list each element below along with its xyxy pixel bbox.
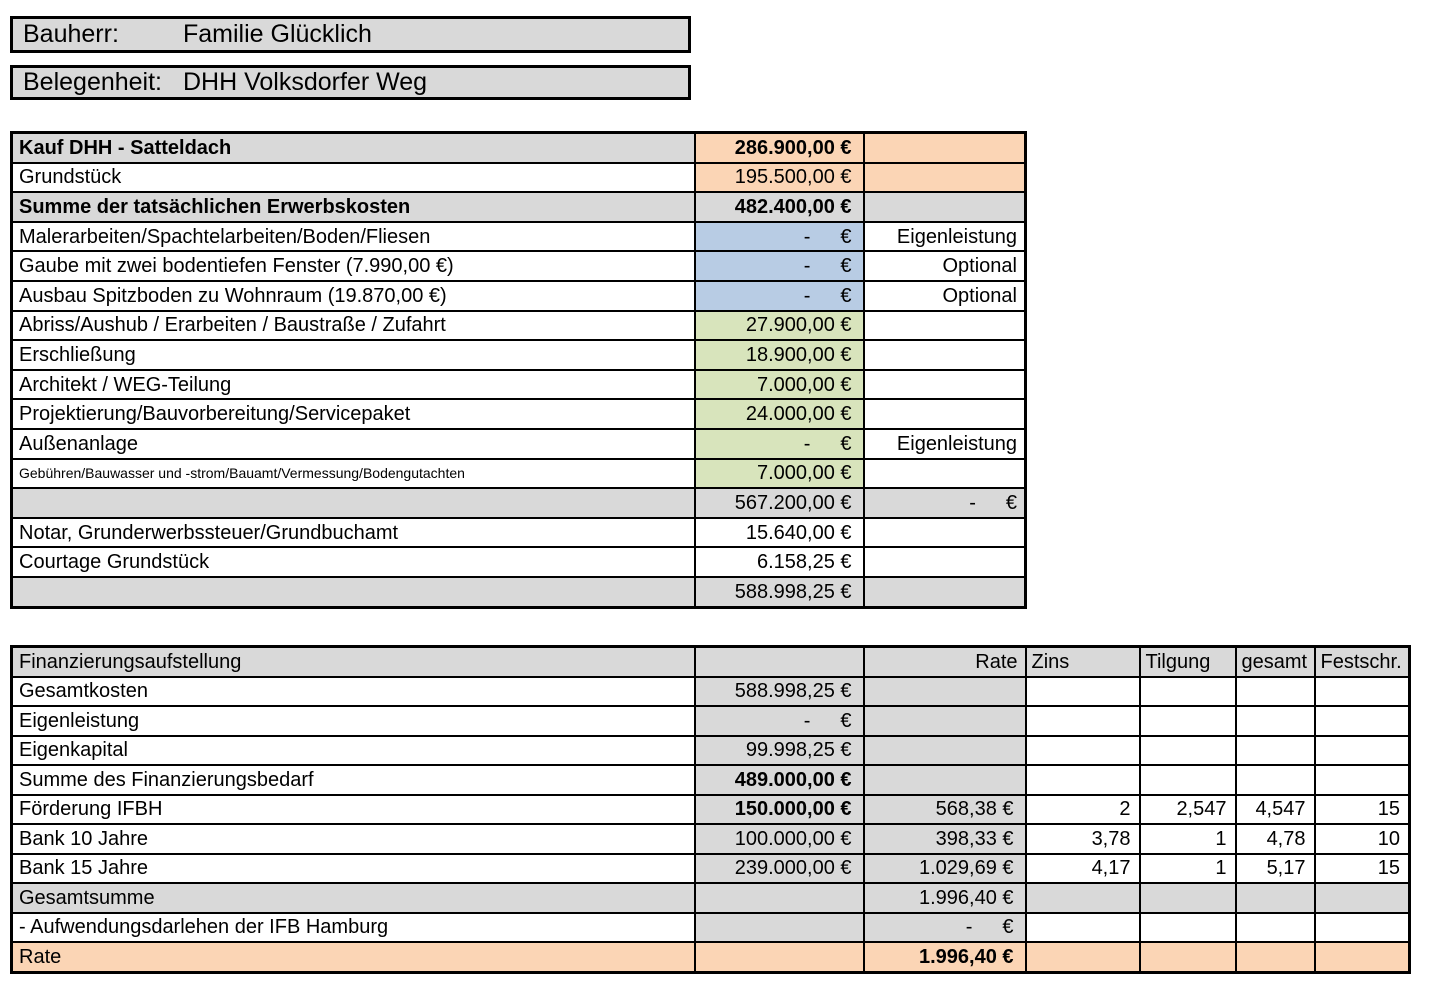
fin-label: Gesamtkosten	[12, 677, 695, 707]
cost-row-label: Malerarbeiten/Spachtelarbeiten/Boden/Fliesen	[12, 222, 695, 252]
cost-row-note	[864, 340, 1026, 370]
fin-zins	[1026, 765, 1140, 795]
fin-festschr	[1315, 913, 1410, 943]
fin-label: Summe des Finanzierungsbedarf	[12, 765, 695, 795]
bauherr-label: Bauherr:	[23, 20, 119, 48]
fin-zins	[1026, 736, 1140, 766]
dash: -	[803, 255, 811, 278]
fin-rate: 1.996,40 €	[864, 942, 1026, 972]
cost-row-label: Summe der tatsächlichen Erwerbskosten	[12, 192, 695, 222]
fin-tilgung	[1140, 765, 1236, 795]
table-row	[12, 883, 1410, 913]
table-row	[12, 429, 1026, 459]
table-row	[12, 281, 1026, 311]
fin-zins	[1026, 913, 1140, 943]
fin-label: Förderung IFBH	[12, 795, 695, 825]
fin-rate	[864, 736, 1026, 766]
table-row	[12, 736, 1410, 766]
table-row	[12, 340, 1026, 370]
table-row	[12, 518, 1026, 548]
cost-row-note	[864, 518, 1026, 548]
fin-zins	[1026, 942, 1140, 972]
fin-gesamt	[1236, 942, 1315, 972]
table-row	[12, 488, 1026, 518]
cost-row-amount: 6.158,25 €	[695, 547, 864, 577]
cost-row-note	[864, 133, 1026, 163]
dash: -	[965, 916, 973, 939]
cost-row-amount: 195.500,00 €	[695, 163, 864, 193]
cost-row-label: Gebühren/Bauwasser und -strom/Bauamt/Vermessung/Bodengutachten	[12, 459, 695, 489]
cost-row-amount: 27.900,00 €	[695, 311, 864, 341]
fin-label: - Aufwendungsdarlehen der IFB Hamburg	[12, 913, 695, 943]
fin-header-festschr: Festschr.	[1315, 647, 1410, 677]
financing-table	[10, 645, 1411, 974]
bauherr-value: Familie Glücklich	[183, 20, 372, 48]
fin-rate	[864, 765, 1026, 795]
table-row	[12, 459, 1026, 489]
euro-sign: €	[1002, 916, 1014, 939]
fin-zins: 3,78	[1026, 824, 1140, 854]
fin-tilgung: 2,547	[1140, 795, 1236, 825]
table-row	[12, 133, 1026, 163]
fin-rate	[864, 706, 1026, 736]
fin-tilgung	[1140, 736, 1236, 766]
fin-gesamt	[1236, 913, 1315, 943]
table-row	[12, 399, 1026, 429]
fin-tilgung	[1140, 677, 1236, 707]
cost-row-label: Courtage Grundstück	[12, 547, 695, 577]
cost-row-amount: 286.900,00 €	[695, 133, 864, 163]
fin-gesamt	[1236, 765, 1315, 795]
cost-row-note: Eigenleistung	[864, 429, 1026, 459]
cost-row-amount: 7.000,00 €	[695, 459, 864, 489]
fin-gesamt: 4,78	[1236, 824, 1315, 854]
fin-gesamt	[1236, 677, 1315, 707]
cost-table	[10, 131, 1027, 609]
fin-tilgung	[1140, 883, 1236, 913]
fin-header-gesamt: gesamt	[1236, 647, 1315, 677]
fin-gesamt	[1236, 883, 1315, 913]
cost-row-label: Notar, Grunderwerbssteuer/Grundbuchamt	[12, 518, 695, 548]
fin-festschr	[1315, 736, 1410, 766]
cost-row-amount: 15.640,00 €	[695, 518, 864, 548]
table-row	[12, 765, 1410, 795]
cost-row-note: Optional	[864, 281, 1026, 311]
cost-row-label	[12, 577, 695, 607]
fin-rate: 1.996,40 €	[864, 883, 1026, 913]
table-row	[12, 222, 1026, 252]
table-row	[12, 677, 1410, 707]
table-row	[12, 795, 1410, 825]
fin-gesamt	[1236, 736, 1315, 766]
fin-zins	[1026, 677, 1140, 707]
fin-tilgung	[1140, 913, 1236, 943]
table-row	[12, 547, 1026, 577]
cost-row-amount	[695, 429, 864, 459]
fin-amount: 99.998,25 €	[695, 736, 864, 766]
fin-label: Bank 15 Jahre	[12, 854, 695, 884]
dash: -	[803, 225, 811, 248]
fin-zins: 2	[1026, 795, 1140, 825]
fin-rate: 1.029,69 €	[864, 854, 1026, 884]
fin-amount	[695, 883, 864, 913]
fin-amount: 588.998,25 €	[695, 677, 864, 707]
dash: -	[803, 284, 811, 307]
dash: -	[803, 709, 811, 732]
table-row	[12, 192, 1026, 222]
cost-row-note	[864, 399, 1026, 429]
cost-row-amount: 567.200,00 €	[695, 488, 864, 518]
euro-sign: €	[840, 432, 852, 455]
fin-gesamt	[1236, 706, 1315, 736]
fin-amount: 239.000,00 €	[695, 854, 864, 884]
table-row	[12, 251, 1026, 281]
cost-row-amount: 18.900,00 €	[695, 340, 864, 370]
fin-rate: 568,38 €	[864, 795, 1026, 825]
cost-row-label: Gaube mit zwei bodentiefen Fenster (7.990,00 €)	[12, 251, 695, 281]
fin-zins	[1026, 883, 1140, 913]
cost-row-note	[864, 577, 1026, 607]
cost-row-label: Erschließung	[12, 340, 695, 370]
cost-row-note: Eigenleistung	[864, 222, 1026, 252]
cost-row-label	[12, 488, 695, 518]
fin-label: Eigenleistung	[12, 706, 695, 736]
fin-amount: 489.000,00 €	[695, 765, 864, 795]
cost-row-note: Optional	[864, 251, 1026, 281]
fin-festschr: 15	[1315, 854, 1410, 884]
fin-tilgung	[1140, 942, 1236, 972]
fin-tilgung: 1	[1140, 824, 1236, 854]
fin-rate	[864, 677, 1026, 707]
cost-row-note	[864, 192, 1026, 222]
fin-tilgung: 1	[1140, 854, 1236, 884]
fin-amount	[695, 913, 864, 943]
fin-label: Rate	[12, 942, 695, 972]
fin-label: Gesamtsumme	[12, 883, 695, 913]
cost-row-amount: 7.000,00 €	[695, 370, 864, 400]
belegenheit-label: Belegenheit:	[23, 68, 163, 96]
cost-row-label: Ausbau Spitzboden zu Wohnraum (19.870,00 €)	[12, 281, 695, 311]
fin-rate: 398,33 €	[864, 824, 1026, 854]
cost-row-note	[864, 311, 1026, 341]
euro-sign: €	[840, 709, 852, 732]
cost-row-amount	[695, 222, 864, 252]
cost-row-amount: 482.400,00 €	[695, 192, 864, 222]
fin-header-title: Finanzierungsaufstellung	[12, 647, 695, 677]
table-row	[12, 163, 1026, 193]
fin-zins	[1026, 706, 1140, 736]
dash: -	[969, 491, 976, 514]
euro-sign: €	[1005, 491, 1017, 514]
fin-festschr	[1315, 706, 1410, 736]
table-row	[12, 370, 1026, 400]
cost-row-amount	[695, 281, 864, 311]
cost-row-label: Außenanlage	[12, 429, 695, 459]
fin-festschr	[1315, 765, 1410, 795]
bauherr-box	[10, 16, 691, 53]
fin-festschr	[1315, 883, 1410, 913]
fin-amount	[695, 942, 864, 972]
cost-row-amount: 24.000,00 €	[695, 399, 864, 429]
cost-row-amount	[695, 251, 864, 281]
cost-row-note	[864, 459, 1026, 489]
cost-row-label: Kauf DHH - Satteldach	[12, 133, 695, 163]
euro-sign: €	[840, 255, 852, 278]
cost-row-label: Architekt / WEG-Teilung	[12, 370, 695, 400]
fin-label: Bank 10 Jahre	[12, 824, 695, 854]
fin-gesamt: 4,547	[1236, 795, 1315, 825]
table-row	[12, 311, 1026, 341]
euro-sign: €	[840, 225, 852, 248]
fin-festschr	[1315, 942, 1410, 972]
fin-label: Eigenkapital	[12, 736, 695, 766]
fin-rate	[864, 913, 1026, 943]
cost-row-note	[864, 488, 1026, 518]
dash: -	[803, 432, 811, 455]
fin-amount: 150.000,00 €	[695, 795, 864, 825]
cost-row-note	[864, 163, 1026, 193]
cost-row-label: Grundstück	[12, 163, 695, 193]
fin-festschr	[1315, 677, 1410, 707]
cost-row-label: Abriss/Aushub / Erarbeiten / Baustraße / Zufahrt	[12, 311, 695, 341]
fin-header-amount	[695, 647, 864, 677]
table-row	[12, 942, 1410, 972]
fin-festschr: 10	[1315, 824, 1410, 854]
fin-header-zins: Zins	[1026, 647, 1140, 677]
table-row	[12, 913, 1410, 943]
table-row	[12, 824, 1410, 854]
cost-row-note	[864, 370, 1026, 400]
fin-amount: 100.000,00 €	[695, 824, 864, 854]
fin-gesamt: 5,17	[1236, 854, 1315, 884]
table-row	[12, 854, 1410, 884]
belegenheit-box	[10, 65, 691, 100]
cost-row-note	[864, 547, 1026, 577]
fin-amount	[695, 706, 864, 736]
fin-tilgung	[1140, 706, 1236, 736]
cost-row-amount: 588.998,25 €	[695, 577, 864, 607]
table-row	[12, 706, 1410, 736]
cost-row-label: Projektierung/Bauvorbereitung/Servicepaket	[12, 399, 695, 429]
euro-sign: €	[840, 284, 852, 307]
fin-festschr: 15	[1315, 795, 1410, 825]
fin-zins: 4,17	[1026, 854, 1140, 884]
table-row	[12, 577, 1026, 607]
fin-header-tilgung: Tilgung	[1140, 647, 1236, 677]
table-header-row	[12, 647, 1410, 677]
fin-header-rate: Rate	[864, 647, 1026, 677]
belegenheit-value: DHH Volksdorfer Weg	[183, 68, 428, 96]
